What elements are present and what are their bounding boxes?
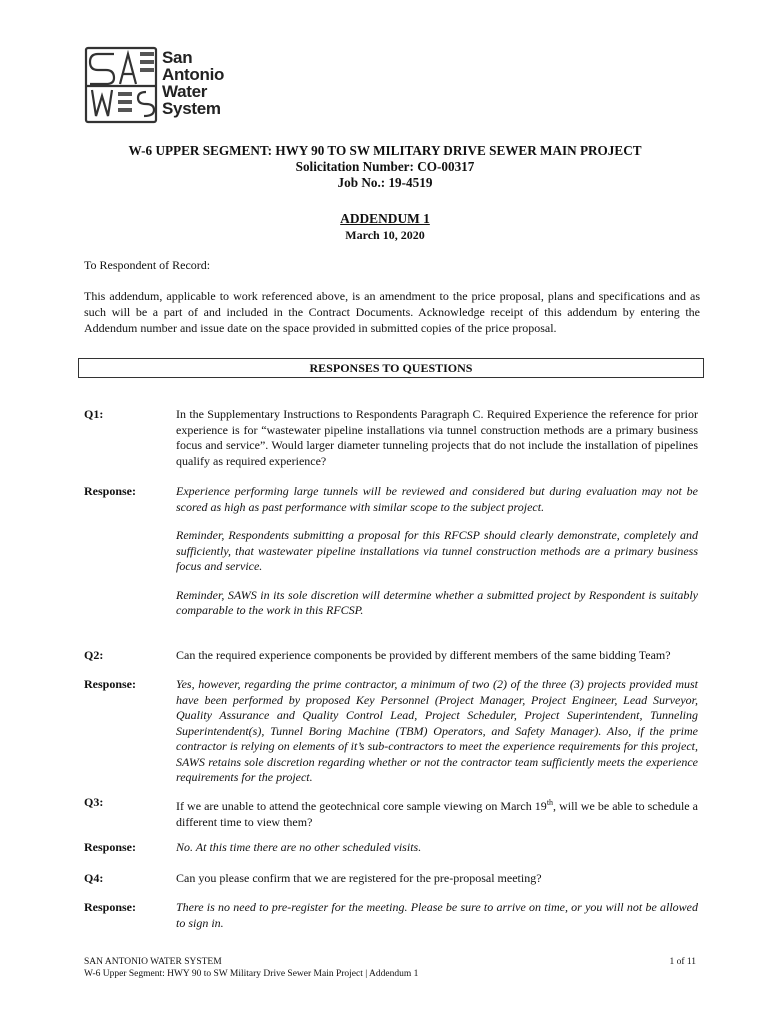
question-label: Q2: [84, 648, 104, 662]
response-label: Response: [84, 900, 137, 914]
page-number: 1 of 11 [669, 957, 696, 967]
addendum-heading: ADDENDUM 1 [340, 211, 430, 226]
response-text [176, 677, 698, 799]
response-paragraph: No. At this time there are no other scheduled visits. [176, 840, 422, 854]
footer-line-1 [84, 956, 696, 968]
question-text: Can the required experience components be provided by different members of the same bidding Team? [176, 648, 671, 662]
question-text: Can you please confirm that we are registered for the pre-proposal meeting? [176, 871, 542, 885]
response-paragraph: Yes, however, regarding the prime contractor, a minimum of two (2) of the three (3) projects provided must have been performed by proposed Key Personnel (Project Manager, Project Engineer, Lead Surveyor, Quality Assurance and Quality Control Lead, Project Scheduler, Project Superintendent, Tunneling Superintendent(s), Tunnel Boring Machine (TBM) Operators, and Safety Manager). Also, if the prime contractor is relying on elements of it’s sub-contractors to meet the experience requirements for this project, SAWS retains sole discretion regarding whether or not the contractor team sufficiently meets the experience requirements for the project. [176, 677, 698, 784]
response-paragraph: Experience performing large tunnels will be reviewed and considered but during evaluation may not be scored as high as past performance with similar scope to the subject project. [176, 484, 698, 514]
saws-logo-mark-icon [84, 44, 160, 126]
response-text [176, 840, 698, 869]
response-text [176, 900, 698, 944]
section-heading-box [78, 358, 704, 378]
ordinal-suffix: th [546, 798, 554, 807]
question-label: Q3: [84, 795, 104, 809]
response-paragraph: Reminder, Respondents submitting a proposal for this RFCSP should clearly demonstrate, completely and sufficiently, that wastewater pipeline installations via tunnel construction methods are a primary business focus and service. [176, 528, 698, 573]
response-text [176, 484, 698, 632]
response-paragraph: There is no need to pre-register for the meeting. Please be sure to arrive on time, or you will not be allowed to sign in. [176, 900, 698, 930]
section-heading: RESPONSES TO QUESTIONS [309, 361, 473, 375]
addendum-date: March 10, 2020 [345, 228, 425, 242]
job-number: Job No.: 19-4519 [337, 175, 433, 190]
question-label: Q1: [84, 407, 104, 421]
response-label: Response: [84, 677, 137, 691]
footer-org: SAN ANTONIO WATER SYSTEM [84, 957, 222, 967]
footer-project: W-6 Upper Segment: HWY 90 to SW Military Drive Sewer Main Project | Addendum 1 [84, 969, 419, 979]
solicitation-number: Solicitation Number: CO-00317 [295, 159, 475, 174]
response-label: Response: [84, 840, 137, 854]
logo-org-name [162, 49, 224, 117]
logo-line-4: System [162, 99, 221, 118]
question-text [176, 795, 698, 830]
question-text-part: If we are unable to attend the geotechnical core sample viewing on March 19 [176, 799, 547, 813]
question-text: In the Supplementary Instructions to Respondents Paragraph C. Required Experience the reference for prior experience is for “wastewater pipeline installations via tunnel construction methods are a primary business focus and service”. Would larger diameter tunneling projects that do not include the installation of pipelines qualify as required experience? [176, 407, 698, 468]
logo-line-2: Antonio [162, 65, 225, 84]
intro-paragraph: This addendum, applicable to work referenced above, is an amendment to the price proposal, plans and specifications and as such will be a part of and included in the Contract Documents. Acknowledge receipt of this addendum by entering the Addendum number and issue date on the space provided in submitted copies of the price proposal. [84, 289, 700, 335]
saws-logo [84, 44, 224, 126]
response-label: Response: [84, 484, 137, 498]
logo-line-1: San [162, 48, 193, 67]
question-text-part: , will we be able to schedule a different time to view them? [176, 799, 698, 829]
question-label: Q4: [84, 871, 104, 885]
salutation: To Respondent of Record: [84, 258, 211, 272]
logo-line-3: Water [162, 82, 208, 101]
response-paragraph: Reminder, SAWS in its sole discretion will determine whether a submitted project by Respondent is suitably comparable to the work in this RFCSP. [176, 587, 698, 617]
document-title: W-6 UPPER SEGMENT: HWY 90 TO SW MILITARY DRIVE SEWER MAIN PROJECT [128, 143, 642, 158]
